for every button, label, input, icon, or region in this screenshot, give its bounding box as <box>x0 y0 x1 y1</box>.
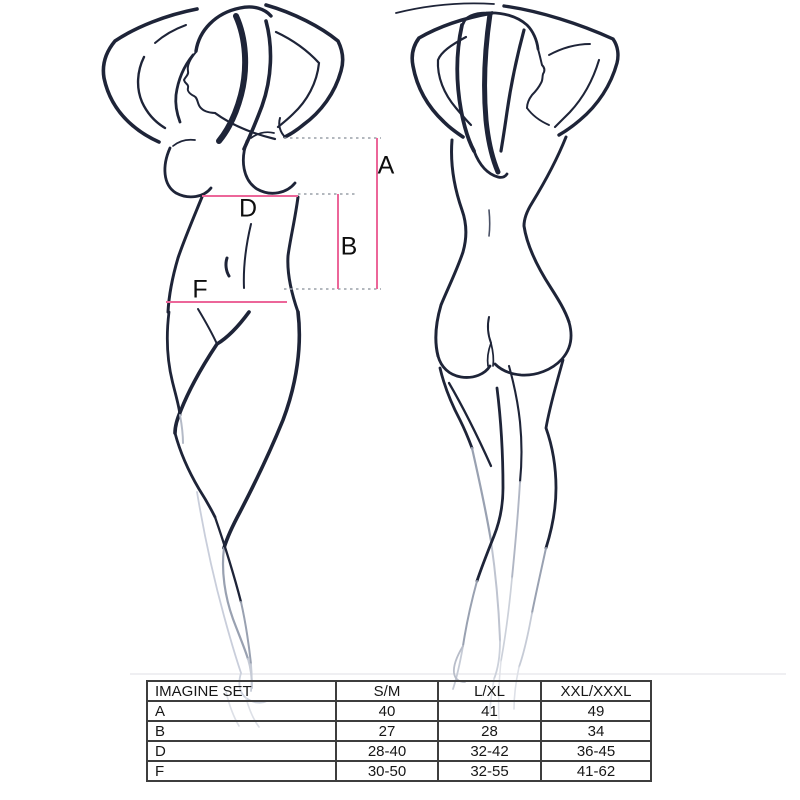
value-cell: 34 <box>541 721 651 741</box>
back-view-figure <box>396 3 618 719</box>
row-label-cell: F <box>147 761 336 781</box>
value-cell: 27 <box>336 721 438 741</box>
value-cell: 32-55 <box>438 761 541 781</box>
value-cell: 28 <box>438 721 541 741</box>
measurement-label-f: F <box>192 275 208 304</box>
value-cell: 40 <box>336 701 438 721</box>
front-view-figure <box>103 5 342 727</box>
row-label-cell: A <box>147 701 336 721</box>
table-row <box>147 701 651 721</box>
table-row <box>147 761 651 781</box>
product-name-cell: IMAGINE SET <box>147 681 336 701</box>
measurement-label-a: A <box>377 151 395 180</box>
value-cell: 41-62 <box>541 761 651 781</box>
row-label-cell: B <box>147 721 336 741</box>
size-table-header-row <box>147 681 651 701</box>
size-column-header: S/M <box>336 681 438 701</box>
value-cell: 30-50 <box>336 761 438 781</box>
measurement-label-d: D <box>238 194 258 223</box>
measurement-label-b: B <box>340 232 358 261</box>
value-cell: 49 <box>541 701 651 721</box>
value-cell: 28-40 <box>336 741 438 761</box>
value-cell: 36-45 <box>541 741 651 761</box>
row-label-cell: D <box>147 741 336 761</box>
table-row <box>147 741 651 761</box>
value-cell: 32-42 <box>438 741 541 761</box>
size-column-header: XXL/XXXL <box>541 681 651 701</box>
size-table <box>146 680 652 782</box>
table-row <box>147 721 651 741</box>
size-column-header: L/XL <box>438 681 541 701</box>
value-cell: 41 <box>438 701 541 721</box>
